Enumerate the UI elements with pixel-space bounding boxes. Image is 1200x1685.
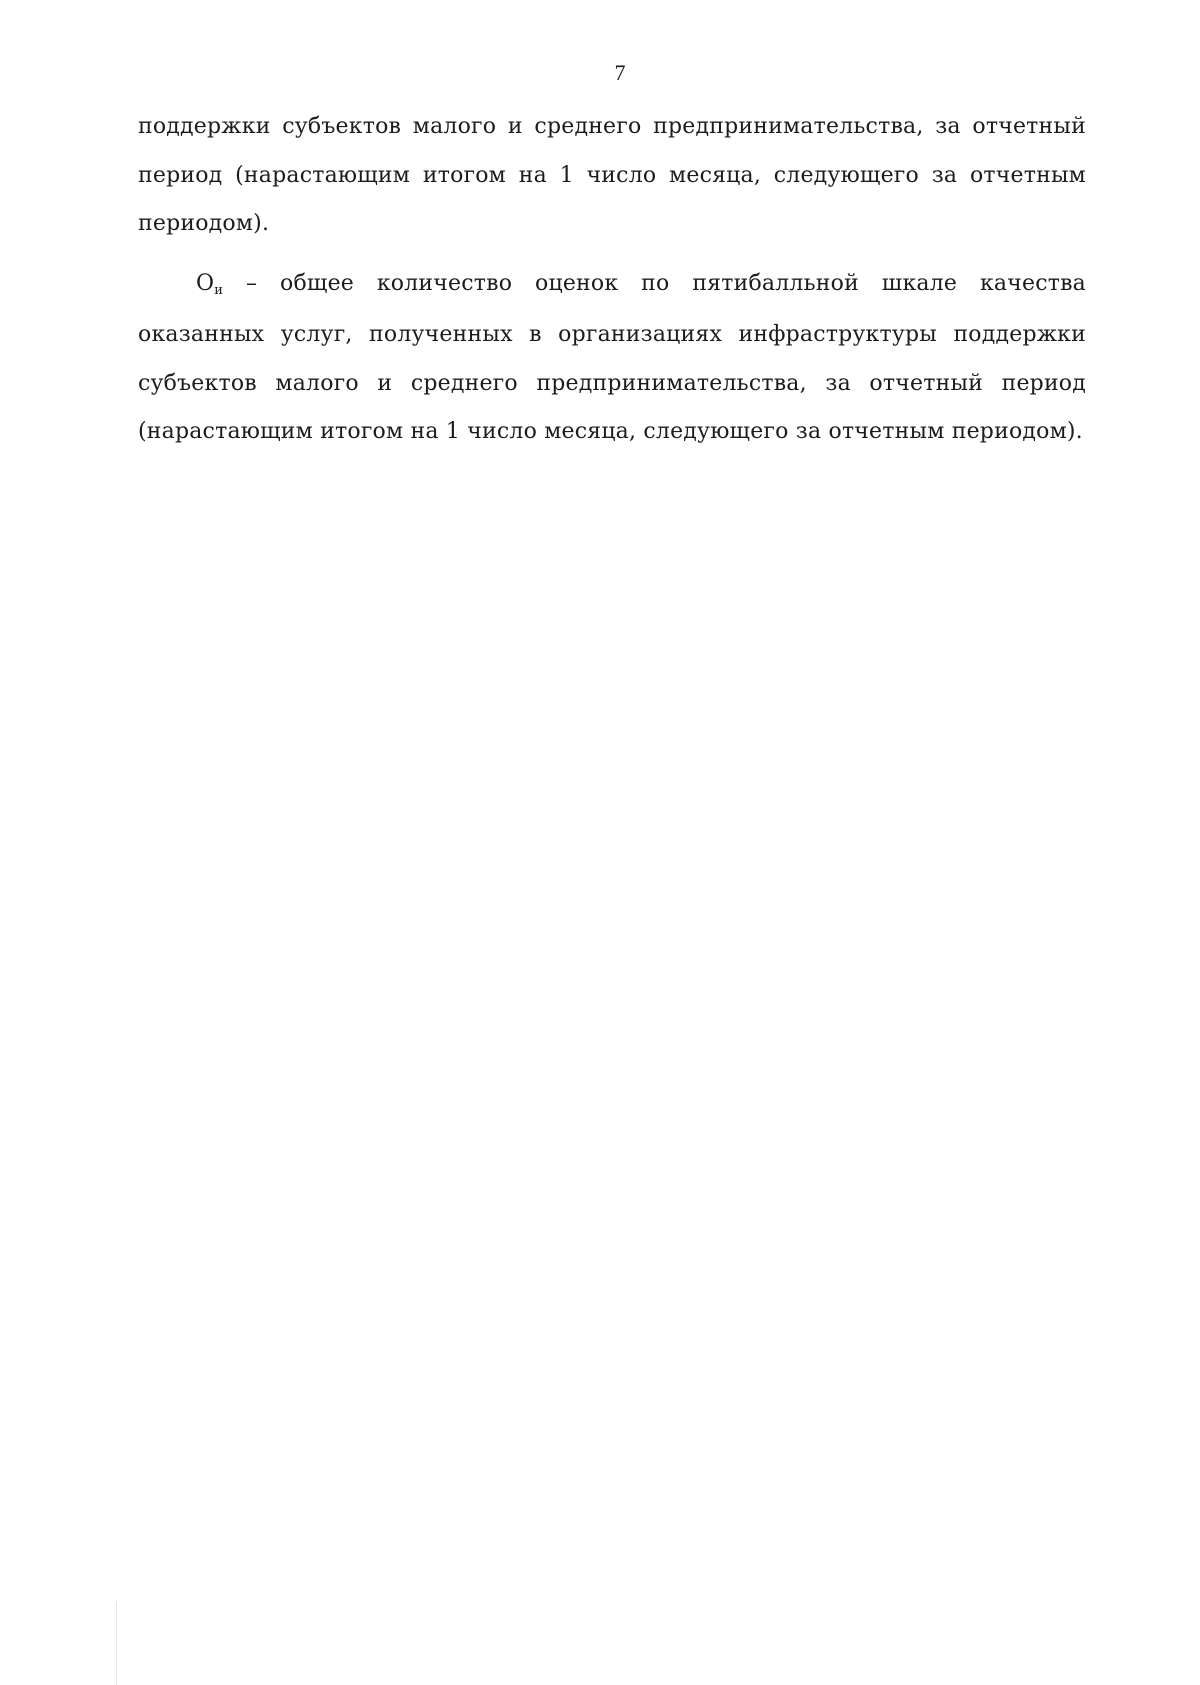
paragraph-continuation: поддержки субъектов малого и среднего предпринимательства, за отчетный период (нарастающим итогом на 1 число месяца, следующего за отчетным периодом). — [138, 114, 1086, 236]
paragraph-definition-oi — [138, 260, 1086, 457]
document-body — [138, 103, 1086, 457]
page-number: 7 — [614, 60, 626, 85]
formula-symbol-subscript: и — [214, 282, 224, 298]
scan-edge-line — [116, 1602, 117, 1685]
formula-symbol: О — [196, 270, 215, 296]
definition-text: – общее количество оценок по пятибалльной шкале качества оказанных услуг, полученных в организациях инфраструктуры поддержки субъектов малого и среднего предпринимательства, за отчетный период (нарастающим итогом на 1 число месяца, следующего за отчетным периодом). — [138, 270, 1086, 444]
